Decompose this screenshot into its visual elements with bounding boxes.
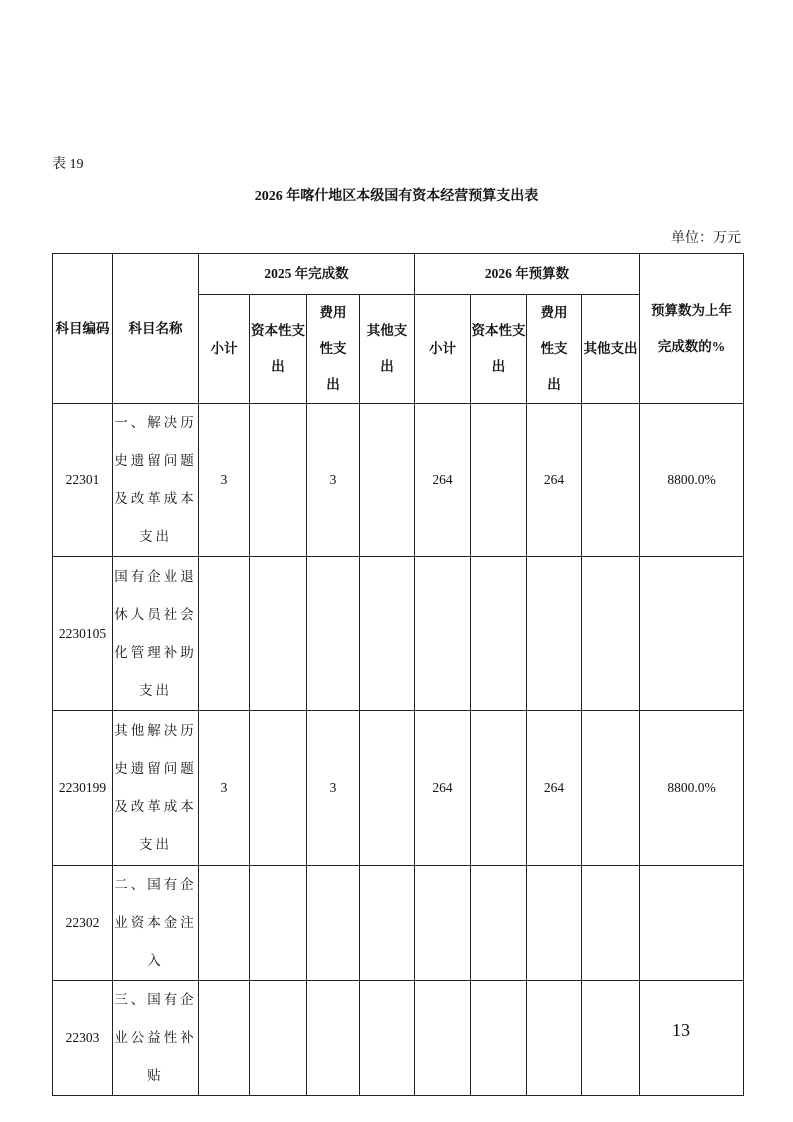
table-row [53, 711, 744, 866]
budget-table [52, 253, 744, 1096]
cell-ratio [640, 557, 744, 711]
cell-2025-subtotal: 3 [199, 404, 250, 557]
cell-name: 其他解决历史遗留问题及改革成本支出 [113, 711, 199, 866]
cell-2026-expense [527, 981, 582, 1096]
cell-2026-expense: 264 [527, 711, 582, 866]
cell-name: 一、解决历史遗留问题及改革成本支出 [113, 404, 199, 557]
cell-2026-subtotal [415, 866, 471, 981]
cell-2025-other [360, 981, 415, 1096]
header-2026-other: 其他支出 [582, 295, 640, 404]
cell-2025-capital [250, 557, 307, 711]
cell-name: 国有企业退休人员社会化管理补助支出 [113, 557, 199, 711]
header-2025-capital: 资本性支出 [250, 295, 307, 404]
cell-2025-expense [307, 866, 360, 981]
table-label: 表 19 [52, 157, 84, 172]
cell-2025-subtotal [199, 557, 250, 711]
cell-2026-other [582, 866, 640, 981]
header-2026-capital: 资本性支出 [471, 295, 527, 404]
cell-2025-subtotal: 3 [199, 711, 250, 866]
header-2025-other: 其他支出 [360, 295, 415, 404]
header-2025-expense: 费用性支出 [307, 295, 360, 404]
header-2026-expense: 费用性支出 [527, 295, 582, 404]
cell-2025-capital [250, 866, 307, 981]
table-row [53, 866, 744, 981]
header-ratio: 预算数为上年完成数的% [640, 254, 744, 404]
cell-2025-capital [250, 981, 307, 1096]
cell-2025-other [360, 711, 415, 866]
header-name: 科目名称 [113, 254, 199, 404]
cell-code: 22302 [53, 866, 113, 981]
cell-2026-capital [471, 866, 527, 981]
cell-2025-expense: 3 [307, 404, 360, 557]
cell-2025-expense [307, 981, 360, 1096]
cell-ratio [640, 981, 744, 1096]
cell-2026-expense [527, 557, 582, 711]
cell-2026-capital [471, 557, 527, 711]
cell-2026-capital [471, 981, 527, 1096]
cell-2025-subtotal [199, 866, 250, 981]
cell-2026-subtotal [415, 981, 471, 1096]
cell-ratio: 8800.0% [640, 711, 744, 866]
cell-ratio [640, 866, 744, 981]
cell-2025-other [360, 866, 415, 981]
header-2026-subtotal: 小计 [415, 295, 471, 404]
cell-ratio: 8800.0% [640, 404, 744, 557]
cell-2026-subtotal [415, 557, 471, 711]
cell-2026-expense: 264 [527, 404, 582, 557]
cell-2025-capital [250, 711, 307, 866]
cell-2026-other [582, 711, 640, 866]
cell-name: 三、国有企业公益性补贴 [113, 981, 199, 1096]
header-group-2025: 2025 年完成数 [199, 254, 415, 295]
cell-code: 22303 [53, 981, 113, 1096]
cell-2025-expense: 3 [307, 711, 360, 866]
cell-code: 2230105 [53, 557, 113, 711]
header-code: 科目编码 [53, 254, 113, 404]
unit-label: 单位：万元 [671, 231, 741, 246]
table-row [53, 404, 744, 557]
cell-2025-capital [250, 404, 307, 557]
cell-2026-other [582, 404, 640, 557]
page-number: 13 [672, 1020, 690, 1040]
table-row [53, 557, 744, 711]
cell-2026-expense [527, 866, 582, 981]
table-row [53, 981, 744, 1096]
cell-2025-other [360, 404, 415, 557]
cell-2026-capital [471, 404, 527, 557]
cell-name: 二、国有企业资本金注入 [113, 866, 199, 981]
cell-2026-other [582, 557, 640, 711]
cell-2025-subtotal [199, 981, 250, 1096]
document-title: 2026 年喀什地区本级国有资本经营预算支出表 [254, 189, 539, 204]
cell-2026-subtotal: 264 [415, 404, 471, 557]
header-2025-subtotal: 小计 [199, 295, 250, 404]
cell-2025-other [360, 557, 415, 711]
cell-2026-subtotal: 264 [415, 711, 471, 866]
cell-2026-capital [471, 711, 527, 866]
cell-code: 22301 [53, 404, 113, 557]
cell-code: 2230199 [53, 711, 113, 866]
cell-2026-other [582, 981, 640, 1096]
cell-2025-expense [307, 557, 360, 711]
header-group-2026: 2026 年预算数 [415, 254, 640, 295]
